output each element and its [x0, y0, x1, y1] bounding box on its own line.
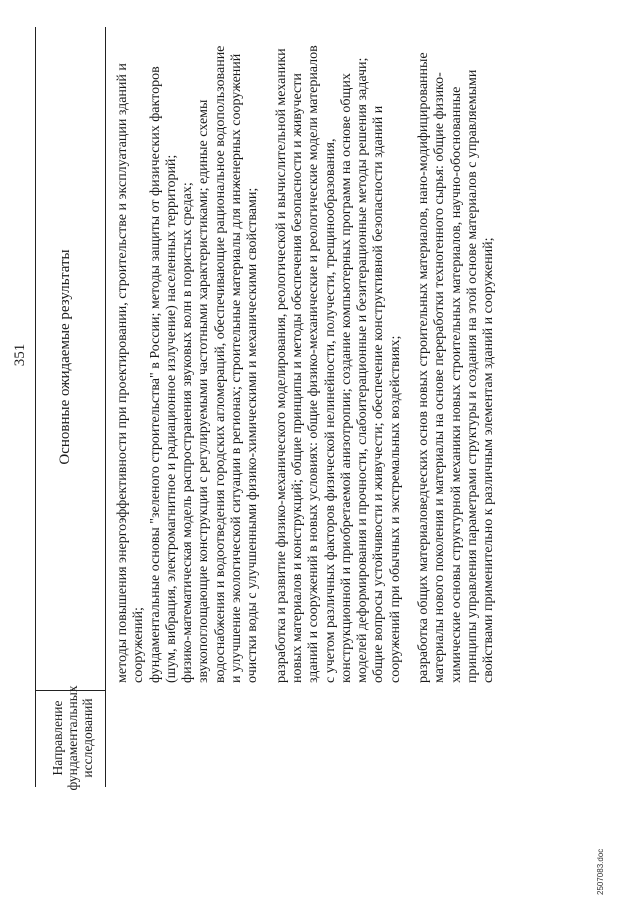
page-number: 351 — [12, 343, 28, 367]
column-header-results: Основные ожидаемые результаты — [57, 249, 73, 465]
results-cell — [115, 37, 498, 683]
paragraph: фундаментальные основы "зеленого строительства" в России; методы защиты от физических факторов (шум, вибрация, электромагнитное и радиационное излучение) населенных территорий; — [147, 66, 179, 683]
results-table — [35, 27, 605, 791]
paragraph: методы повышения энергоэффективности при проектировании, строительстве и эксплуатации зданий и сооружений; — [115, 63, 147, 683]
column-header-direction: Направление фундаментальных исследований — [49, 685, 95, 791]
paragraph: разработка общих материаловедческих основ новых строительных материалов, нано-модифицированные материалы нового поколения и материалы на основе переработки техногенного сырья: общие физико-химические основы структурной механики новых строительных материалов, научно-обоснованные принципы управления параметрами структуры и создания на этой основе материалов с управляемыми свойствами применительно к различным элементам зданий и сооружений; — [416, 52, 497, 683]
paragraph: звукопоглощающие конструкции с регулируемыми частотными характеристиками; единые схемы водоснабжения и водоотведения городских агломераций, обеспечивающие рациональное водопользование и улучшение экологической ситуации в регионах; строительные материалы для инженерных сооружений очистки воды с улучшенными физико-химическими и механическими свойствами; — [196, 45, 261, 683]
table-header-border — [105, 27, 106, 787]
paragraph: физико-математическая модель распространения звуковых волн в пористых средах; — [180, 182, 196, 683]
table-top-border — [35, 27, 36, 787]
footer-filename: 2507083.doc — [596, 848, 605, 895]
paragraph: разработка и развитие физико-механического моделирования, реологической и вычислительной механики новых материалов и конструкций; общие принципы и методы обеспечения безопасности и живучести зданий и сооружений в новых условиях: общие физико-механические и реологические модели материалов с учетом различных факторов физической нелинейности, получести, трещинообразования, конструкционной и приобретаемой анизотропии; создание компьютерных программ на основе общих моделей деформирования и прочности, слабоитерационные и безитерационные методы решения задачи; общие вопросы устойчивости и живучести; обеспечение конструктивной безопасности зданий и сооружений при обычных и экстремальных воздействиях; — [273, 45, 403, 683]
